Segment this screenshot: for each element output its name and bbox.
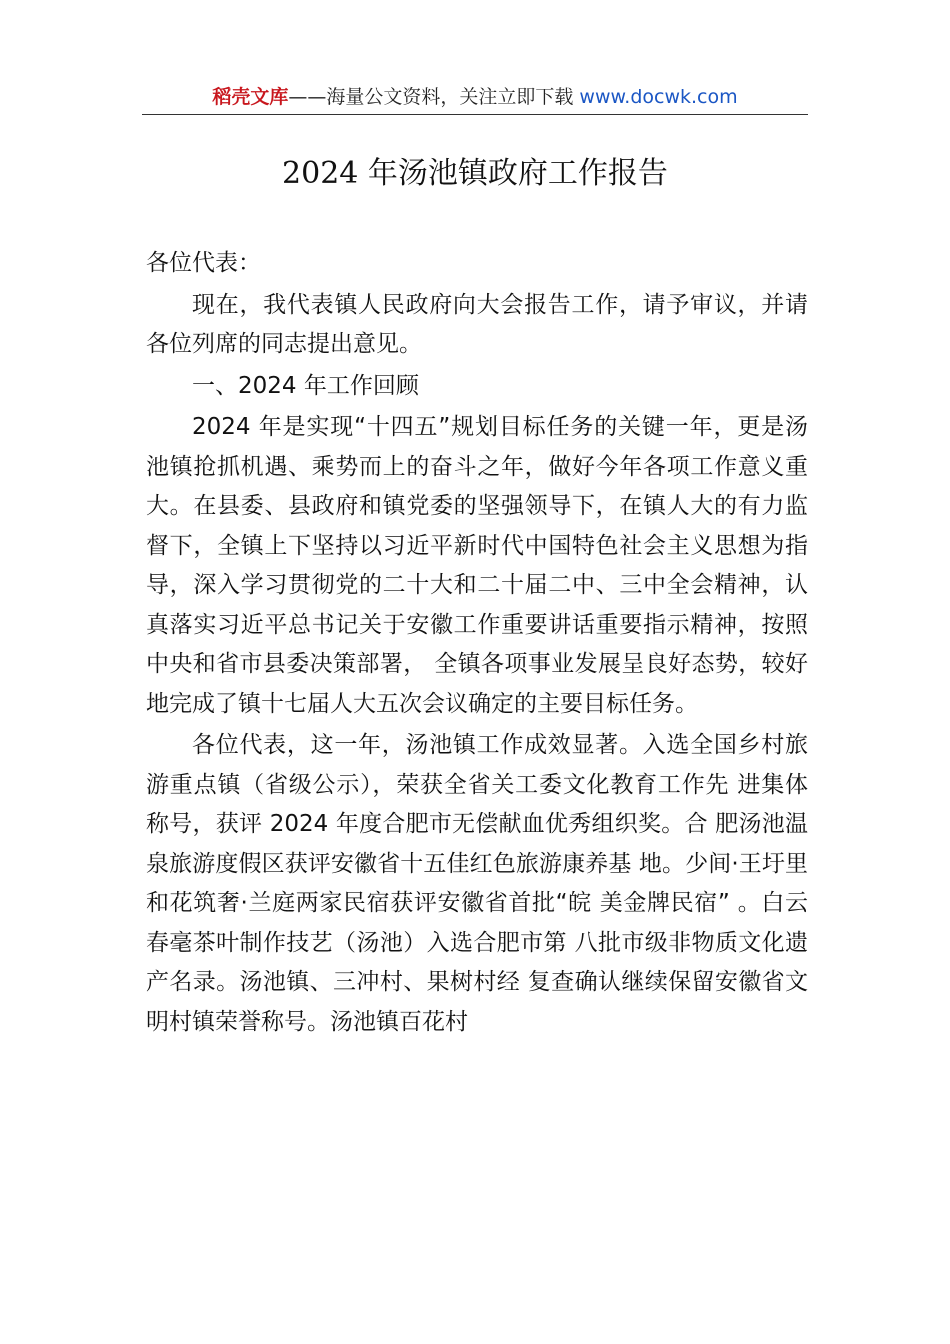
header-tagline: ——海量公文资料，关注立即下载 — [288, 86, 574, 108]
document-body — [146, 244, 808, 1044]
body-paragraph-1: 2024 年是实现“十四五”规划目标任务的关键一年，更是汤池镇抢抓机遇、乘势而上的奋斗之年，做好今年各项工作意义重大。在县委、县政府和镇党委的坚强领导下，在镇人大的有力监督下，全镇上下坚持以习近平新时代中国特色社会主义思想为指导，深入学习贯彻党的二十大和二十届二中、三中全会精神，认真落实习近平总书记关于安徽工作重要讲话重要指示精神，按照中央和省市县委决策部署， 全镇各项事业发展呈良好态势，较好地完成了镇十七届人大五次会议确定的主要目标任务。 — [146, 414, 808, 717]
document-title: 2024 年汤池镇政府工作报告 — [282, 156, 668, 191]
page-header — [142, 84, 808, 114]
salutation: 各位代表： — [146, 250, 261, 276]
header-url[interactable]: www.docwk.com — [579, 86, 738, 108]
section-heading: 一、2024 年工作回顾 — [192, 372, 419, 399]
brand-name: 稻壳文库 — [212, 86, 289, 108]
intro-paragraph: 现在，我代表镇人民政府向大会报告工作，请予审议，并请各位列席的同志提出意见。 — [146, 291, 808, 357]
header-divider — [142, 114, 808, 115]
body-paragraph-2: 各位代表，这一年，汤池镇工作成效显著。入选全国乡村旅游重点镇（省级公示），荣获全省关工委文化教育工作先 进集体称号，获评 2024 年度合肥市无偿献血优秀组织奖。合 肥汤池温泉旅游度假区获评安徽省十五佳红色旅游康养基 地。少间·王圩里和花筑奢·兰庭两家民宿获评安徽省首批“皖 美金牌民宿” 。白云春毫茶叶制作技艺（汤池）入选合肥市第 八批市级非物质文化遗产名录。汤池镇、三冲村、果树村经 复查确认继续保留安徽省文明村镇荣誉称号。汤池镇百花村 — [146, 732, 808, 1035]
